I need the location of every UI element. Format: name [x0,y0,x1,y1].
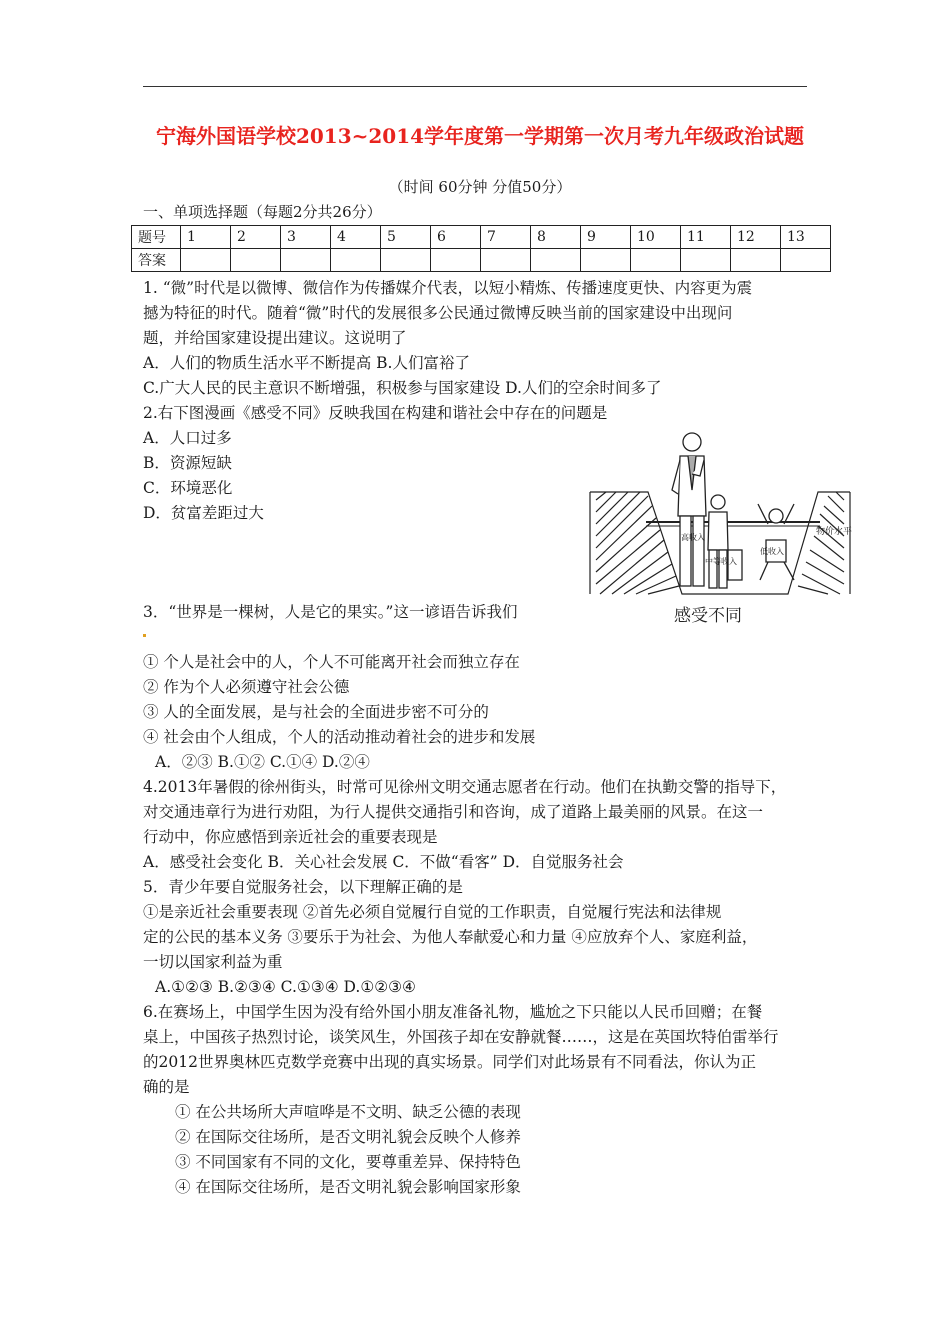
statement-3: ③ 不同国家有不同的文化，要尊重差异、保持特色 [175,1153,521,1171]
question-text-line: 题，并给国家建设提出建议。这说明了 [143,329,407,347]
table-cell-number: 13 [781,226,831,249]
answer-table-number-row [132,226,831,249]
question-text-line: 撼为特征的时代。随着“微”时代的发展很多公民通过微博反映当前的国家建设中出现问 [143,304,733,322]
option-a: A．人口过多 [143,429,232,447]
option-line: A．②③ B.①② C.①④ D.②④ [155,753,370,771]
middle-income-label: 中等收入 [705,557,737,566]
option-d: D．贫富差距过大 [143,504,264,522]
question-text-line: 确的是 [143,1078,190,1096]
option-line: C.广大人民的民主意识不断增强，积极参与国家建设 D.人们的空余时间多了 [143,379,662,397]
table-cell-number: 6 [431,226,481,249]
option-line: A．感受社会变化 B．关心社会发展 C．不做“看客” D．自觉服务社会 [143,853,624,871]
answer-table [131,225,831,272]
question-text-line: 4.2013年暑假的徐州街头，时常可见徐州文明交通志愿者在行动。他们在执勤交警的指导下， [143,778,787,796]
question-text-line: 行动中，你应感悟到亲近社会的重要表现是 [143,828,438,846]
question-3-items [143,650,815,775]
low-income-label: 低收入 [760,547,784,556]
option-line: A．人们的物质生活水平不断提高 B.人们富裕了 [143,354,470,372]
exam-subtitle: （时间 60分钟 分值50分） [388,178,572,196]
answer-box[interactable] [631,249,681,272]
header-rule [143,86,807,87]
exam-title: 宁海外国语学校2013~2014学年度第一学期第一次月考九年级政治试题 [155,124,805,148]
answer-box[interactable] [181,249,231,272]
table-cell-number: 5 [381,226,431,249]
table-cell-number: 1 [181,226,231,249]
question-4 [143,775,815,875]
answer-box[interactable] [581,249,631,272]
answer-table-answer-row [132,249,831,272]
table-cell-number: 4 [331,226,381,249]
answer-box[interactable] [681,249,731,272]
question-text-line: 一切以国家利益为重 [143,953,283,971]
answer-box[interactable] [531,249,581,272]
question-5 [143,875,815,1000]
question-stem: 2.右下图漫画《感受不同》反映我国在构建和谐社会中存在的问题是 [143,404,608,422]
question-3 [143,600,815,625]
question-text-line: ①是亲近社会重要表现 ②首先必须自觉履行自觉的工作职责，自觉履行宪法和法律规 [143,903,722,921]
price-level-label: 物价水平 [816,527,853,537]
table-cell-number: 11 [681,226,731,249]
option-c: C．环境恶化 [143,479,233,497]
question-text-line: 对交通违章行为进行劝阻，为行人提供交通指引和咨询，成了道路上最美丽的风景。在这一 [143,803,764,821]
answer-box[interactable] [381,249,431,272]
statement-1: ① 个人是社会中的人，个人不可能离开社会而独立存在 [143,653,520,671]
table-cell-number: 3 [281,226,331,249]
question-stem: 3．“世界是一棵树，人是它的果实。”这一谚语告诉我们 [143,603,518,621]
table-cell-number: 10 [631,226,681,249]
statement-2: ② 在国际交往场所，是否文明礼貌会反映个人修养 [175,1128,521,1146]
middle-income-figure [708,495,742,588]
question-stem: 5．青少年要自觉服务社会，以下理解正确的是 [143,878,463,896]
table-cell-number: 8 [531,226,581,249]
table-cell-number: 7 [481,226,531,249]
answer-box[interactable] [431,249,481,272]
option-b: B．资源短缺 [143,454,232,472]
statement-4: ④ 在国际交往场所，是否文明礼貌会影响国家形象 [175,1178,521,1196]
question-text-line: 1. “微”时代是以微博、微信作为传播媒介代表，以短小精炼、传播速度更快、内容更为震 [143,279,753,297]
answer-box[interactable] [781,249,831,272]
statement-4: ④ 社会由个人组成，个人的活动推动着社会的进步和发展 [143,728,536,746]
statement-1: ① 在公共场所大声喧哗是不文明、缺乏公德的表现 [175,1103,521,1121]
low-income-figure [758,504,794,580]
table-label-number: 题号 [132,226,181,249]
high-income-figure [672,433,706,586]
table-label-answer: 答案 [132,249,181,272]
table-cell-number: 9 [581,226,631,249]
high-income-label: 高收入 [681,533,705,542]
cartoon-caption: 感受不同 [674,606,742,626]
answer-box[interactable] [731,249,781,272]
question-text-line: 6.在赛场上，中国学生因为没有给外国小朋友准备礼物，尴尬之下只能以人民币回赠；在餐 [143,1003,763,1021]
stray-mark [143,634,146,637]
section-heading: 一、单项选择题（每题2分共26分） [143,203,382,221]
table-cell-number: 2 [231,226,281,249]
table-cell-number: 12 [731,226,781,249]
question-6 [143,1000,815,1200]
question-text-line: 定的公民的基本义务 ③要乐于为社会、为他人奉献爱心和力量 ④应放弃个人、家庭利益， [143,928,758,946]
question-1 [143,276,815,401]
answer-box[interactable] [331,249,381,272]
question-text-line: 桌上，中国孩子热烈讨论，谈笑风生，外国孩子却在安静就餐……，这是在英国坎特伯雷举行 [143,1028,779,1046]
question-text-line: 的2012世界奥林匹克数学竞赛中出现的真实场景。同学们对此场景有不同看法，你认为正 [143,1053,756,1071]
answer-box[interactable] [231,249,281,272]
answer-box[interactable] [481,249,531,272]
option-line: A.①②③ B.②③④ C.①③④ D.①②③④ [155,978,416,996]
statement-2: ② 作为个人必须遵守社会公德 [143,678,350,696]
answer-box[interactable] [281,249,331,272]
statement-3: ③ 人的全面发展，是与社会的全面进步密不可分的 [143,703,489,721]
